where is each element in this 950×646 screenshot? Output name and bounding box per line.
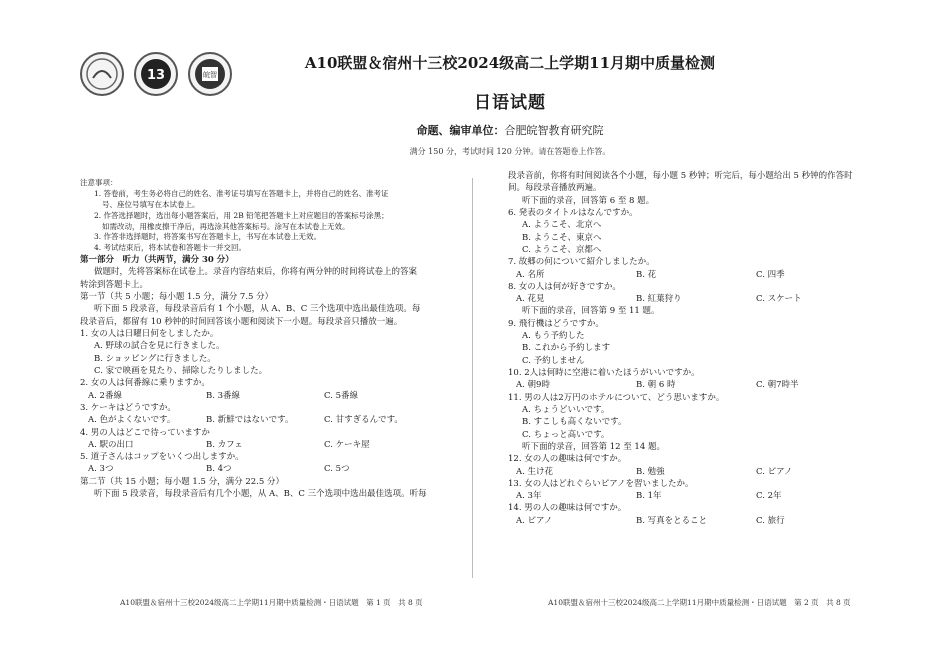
- sec2-desc-cont: 段录音前，你将有时间阅读各个小题，每小题 5 秒钟；听完后，每小题给出 5 秒钟的作答时: [508, 171, 853, 181]
- left-column: [80, 178, 460, 500]
- logo-wanzhi-text: 皖智: [203, 71, 217, 79]
- q14-option-a: A. ピアノ: [516, 515, 553, 526]
- q6-option-c: C. ようこそ、京都へ: [522, 244, 602, 255]
- q2-option-a: A. 2番線: [88, 390, 122, 401]
- notice-line: 1. 答卷前，考生务必将自己的姓名、准考证号填写在答题卡上，并将自己的姓名、准考证: [94, 188, 389, 198]
- question-9: 9. 飛行機はどうですか。: [508, 318, 604, 329]
- q12-options: [508, 466, 888, 478]
- question-4: 4. 男の人はどこで待っていますか: [80, 427, 210, 438]
- instruction-9-11: 听下面的录音，回答第 9 至 11 题。: [522, 306, 660, 317]
- q4-options: [80, 439, 460, 451]
- wanzhi-logo: [188, 52, 232, 96]
- notice-line: 号、座位号填写在本试卷上。: [102, 199, 200, 209]
- q10-options: [508, 379, 888, 391]
- q10-option-c: C. 朝7時半: [756, 380, 799, 391]
- q7-option-b: B. 花: [636, 269, 657, 280]
- q12-option-c: C. ピアノ: [756, 466, 793, 477]
- question-10: 10. 2人は何時に空港に着いたほうがいいですか。: [508, 368, 700, 378]
- q5-options: [80, 463, 460, 475]
- unit-label: 命题、编审单位：: [416, 124, 505, 137]
- question-8: 8. 女の人は何が好きですか。: [508, 281, 621, 292]
- notice-line: 4. 考试结束后，将本试卷和答题卡一并交回。: [94, 243, 247, 253]
- right-column: [508, 170, 888, 527]
- q1-option-a: A. 野球の試合を見に行きました。: [94, 341, 225, 352]
- sec2-heading: 第二节（共 15 小题；每小题 1.5 分，满分 22.5 分）: [80, 476, 284, 487]
- sec2-desc-cont: 间。每段录音播放两遍。: [508, 183, 602, 194]
- question-2: 2. 女の人は何番線に乗りますか。: [80, 378, 210, 389]
- exam-subject: 日语试题: [474, 93, 546, 113]
- q13-option-b: B. 1年: [636, 491, 662, 502]
- q3-option-c: C. 甘すぎるんです。: [324, 415, 403, 426]
- q9-option-c: C. 予約しません: [522, 355, 585, 366]
- part1-desc: 转涂到答题卡上。: [80, 279, 149, 290]
- q13-option-c: C. 2年: [756, 491, 782, 502]
- sec1-heading: 第一节（共 5 小题；每小题 1.5 分，满分 7.5 分）: [80, 292, 274, 303]
- part1-heading: 第一部分 听力（共两节，满分 30 分）: [80, 255, 234, 266]
- q3-option-b: B. 新鮮ではないです。: [206, 415, 294, 426]
- exam-unit: [250, 122, 770, 138]
- question-13: 13. 女の人はどれぐらいピアノを習いましたか。: [508, 478, 694, 489]
- q7-option-a: A. 名所: [516, 269, 545, 280]
- q8-option-a: A. 花見: [516, 294, 545, 305]
- question-1: 1. 女の人は日曜日何をしましたか。: [80, 329, 219, 339]
- part1-desc: 做题时，先将答案标在试卷上。录音内容结束后，你将有两分钟的时间将试卷上的答案: [94, 267, 418, 278]
- sec2-desc: 听下面 5 段录音，每段录音后有几个小题，从 A、B、C 三个选项中选出最佳选项。听每: [94, 489, 427, 500]
- q9-option-a: A. もう予約した: [522, 331, 585, 342]
- instruction-12-14: 听下面的录音，回答第 12 至 14 题。: [522, 441, 665, 452]
- q8-option-c: C. スケート: [756, 294, 802, 305]
- q3-options: [80, 414, 460, 426]
- q8-options: [508, 293, 888, 305]
- q4-option-a: A. 駅の出口: [88, 439, 134, 450]
- notice-line: 如需改动，用橡皮擦干净后，再选涂其他答案标号。涂写在本试卷上无效。: [102, 221, 350, 231]
- instruction-6-8: 听下面的录音，回答第 6 至 8 题。: [522, 195, 655, 206]
- q13-options: [508, 490, 888, 502]
- question-7: 7. 故郷の何について紹介しましたか。: [508, 257, 655, 268]
- column-divider: [472, 178, 473, 578]
- footer-page-2: A10联盟＆宿州十三校2024级高二上学期11月期中质量检测・日语试题 第 2 页 共 8 页: [548, 598, 851, 607]
- sec1-desc: 听下面 5 段录音，每段录音后有 1 个小题，从 A、B、C 三个选项中选出最佳选项。每: [94, 304, 421, 315]
- q11-option-b: B. すこしも高くないです。: [522, 417, 627, 428]
- q1-option-c: C. 家で映画を見たり、掃除したりしました。: [94, 365, 268, 376]
- q12-option-b: B. 勉強: [636, 466, 665, 477]
- q2-option-c: C. 5番線: [324, 390, 359, 401]
- notice-line: 3. 作答非选择题时，将答案书写在答题卡上，书写在本试卷上无效。: [94, 232, 322, 242]
- q7-options: [508, 269, 888, 281]
- q14-option-c: C. 旅行: [756, 515, 785, 526]
- question-14: 14. 男の人の趣味は何ですか。: [508, 503, 627, 514]
- q14-options: [508, 515, 888, 527]
- question-11: 11. 男の人は2万円のホテルについて、どう思いますか。: [508, 392, 725, 403]
- school-13-logo: [134, 52, 178, 96]
- q5-option-c: C. 5つ: [324, 464, 350, 475]
- q2-options: [80, 390, 460, 402]
- q6-option-b: B. ようこそ、東京へ: [522, 232, 602, 243]
- q11-option-a: A. ちょうどいいです。: [522, 404, 610, 415]
- question-12: 12. 女の人の趣味は何ですか。: [508, 454, 627, 465]
- notice-title: 注意事项：: [80, 178, 118, 187]
- exam-title: A10联盟＆宿州十三校2024级高二上学期11月期中质量检测: [304, 54, 716, 72]
- q4-option-b: B. カフェ: [206, 439, 243, 450]
- q1-option-b: B. ショッピングに行きました。: [94, 353, 216, 364]
- q6-option-a: A. ようこそ、北京へ: [522, 220, 602, 231]
- q10-option-a: A. 朝9時: [516, 380, 550, 391]
- q9-option-b: B. これから予約します: [522, 343, 611, 354]
- q3-option-a: A. 色がよくないです。: [88, 415, 176, 426]
- q4-option-c: C. ケーキ屋: [324, 439, 370, 450]
- alliance-logo: [80, 52, 124, 96]
- sec1-desc: 段录音后，都留有 10 秒钟的时间回答该小题和阅读下一小题。每段录音只播放一遍。: [80, 316, 403, 327]
- q13-option-a: A. 3年: [516, 491, 542, 502]
- q10-option-b: B. 朝 6 時: [636, 380, 676, 391]
- q12-option-a: A. 生け花: [516, 466, 554, 477]
- q8-option-b: B. 紅葉狩り: [636, 294, 682, 305]
- exam-info: 满分 150 分，考试时间 120 分钟。请在答题卷上作答。: [409, 147, 611, 156]
- unit-value: 合肥皖智教育研究院: [504, 124, 604, 137]
- header-logos: [80, 52, 232, 96]
- logo-13-text: 13: [146, 68, 166, 83]
- q2-option-b: B. 3番線: [206, 390, 241, 401]
- question-6: 6. 発表のタイトルはなんですか。: [508, 207, 638, 218]
- q5-option-a: A. 3つ: [88, 464, 114, 475]
- footer-page-1: A10联盟＆宿州十三校2024级高二上学期11月期中质量检测・日语试题 第 1 页 共 8 页: [120, 598, 423, 607]
- question-5: 5. 道子さんはコップをいくつ出しますか。: [80, 452, 244, 463]
- notice-line: 2. 作答选择题时，选出每小题答案后，用 2B 铅笔把答题卡上对应题目的答案标号涂黑；: [94, 210, 389, 220]
- q14-option-b: B. 写真をとること: [636, 515, 708, 526]
- q11-option-c: C. ちょっと高いです。: [522, 429, 610, 440]
- q5-option-b: B. 4つ: [206, 464, 232, 475]
- q7-option-c: C. 四季: [756, 269, 785, 280]
- question-3: 3. ケーキはどうですか。: [80, 402, 176, 413]
